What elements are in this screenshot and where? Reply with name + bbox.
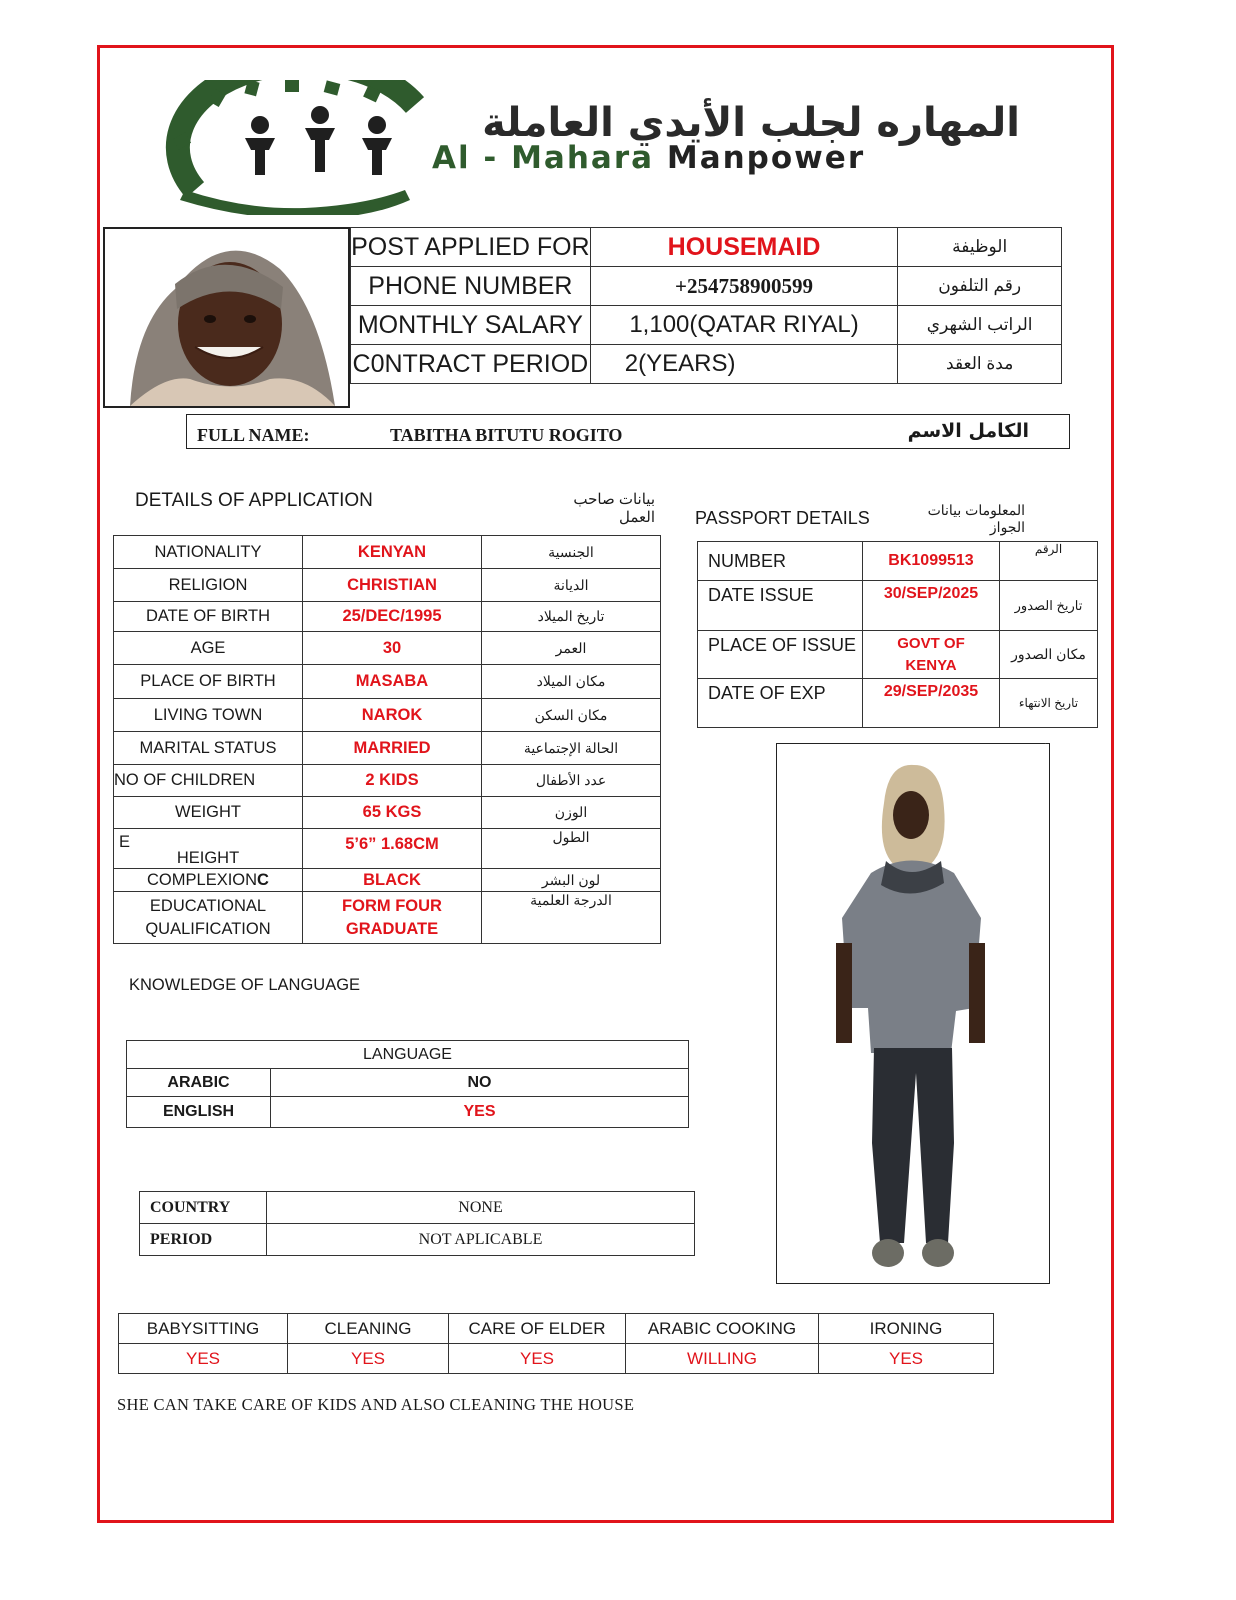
detail-row (114, 765, 661, 797)
skill-header-ironing: IRONING (819, 1314, 994, 1344)
complexion-cell (114, 869, 303, 892)
complexion-value: BLACK (303, 869, 482, 892)
passport-row (698, 631, 1098, 679)
children-arabic: عدد الأطفال (482, 765, 661, 797)
remarks-note: SHE CAN TAKE CARE OF KIDS AND ALSO CLEANING THE HOUSE (117, 1395, 635, 1414)
complexion-label: COMPLEXION (147, 870, 258, 889)
full-name-arabic: الكامل الاسم (907, 420, 1029, 442)
contract-value: 2(YEARS) (590, 345, 898, 384)
details-title: DETAILS OF APPLICATION (135, 490, 373, 511)
passport-row (698, 581, 1098, 631)
education-arabic: الدرجة العلمية (482, 892, 661, 944)
date-exp-label: DATE OF EXP (698, 679, 863, 728)
period-value: NOT APLICABLE (267, 1224, 695, 1256)
marital-status-label: MARITAL STATUS (114, 732, 303, 765)
date-exp-value: 29/SEP/2035 (863, 679, 1000, 728)
passport-number-label: NUMBER (698, 542, 863, 581)
nationality-arabic: الجنسية (482, 536, 661, 569)
weight-value: 65 KGS (303, 797, 482, 829)
full-name-label: FULL NAME: (197, 425, 310, 445)
experience-table (139, 1191, 695, 1256)
detail-row (114, 797, 661, 829)
post-label: POST APPLIED FOR (351, 228, 591, 267)
age-value: 30 (303, 632, 482, 665)
experience-row (140, 1192, 695, 1224)
skill-header-cleaning: CLEANING (288, 1314, 449, 1344)
contract-label: C0NTRACT PERIOD (351, 345, 591, 384)
skills-value-row (119, 1344, 994, 1374)
detail-row (114, 569, 661, 602)
logo-english-part1: Al - Mahara (432, 140, 655, 176)
religion-value: CHRISTIAN (303, 569, 482, 602)
religion-arabic: الديانة (482, 569, 661, 602)
passport-number-arabic: الرقم (1000, 542, 1098, 581)
contract-row (351, 345, 1062, 384)
living-town-arabic: مكان السكن (482, 699, 661, 732)
experience-row (140, 1224, 695, 1256)
detail-row (114, 892, 661, 944)
passport-table (697, 541, 1098, 728)
height-cell (114, 829, 303, 869)
logo-arabic-text: المهاره لجلب الأيدي العاملة (482, 100, 1020, 146)
skill-value-arabic-cooking: WILLING (626, 1344, 819, 1374)
post-arabic: الوظيفة (898, 228, 1062, 267)
applicant-portrait-photo (103, 227, 350, 408)
religion-label: RELIGION (114, 569, 303, 602)
phone-value: +254758900599 (590, 267, 898, 306)
height-label: HEIGHT (176, 849, 240, 867)
height-value: 5’6” 1.68CM (303, 829, 482, 869)
marital-status-value: MARRIED (303, 732, 482, 765)
english-lang-value: YES (271, 1097, 689, 1128)
language-row (127, 1097, 689, 1128)
phone-row (351, 267, 1062, 306)
marital-status-arabic: الحالة الإجتماعية (482, 732, 661, 765)
children-label: NO OF CHILDREN (114, 765, 303, 797)
passport-title: PASSPORT DETAILS (695, 508, 870, 528)
dob-arabic: تاريخ الميلاد (482, 602, 661, 632)
skill-header-babysitting: BABYSITTING (119, 1314, 288, 1344)
skill-value-cleaning: YES (288, 1344, 449, 1374)
complexion-suffix: C (257, 870, 269, 889)
salary-value: 1,100(QATAR RIYAL) (590, 306, 898, 345)
detail-row (114, 699, 661, 732)
language-title: KNOWLEDGE OF LANGUAGE (129, 976, 361, 994)
skill-header-arabic-cooking: ARABIC COOKING (626, 1314, 819, 1344)
skills-header-row (119, 1314, 994, 1344)
language-row (127, 1069, 689, 1097)
salary-label: MONTHLY SALARY (351, 306, 591, 345)
date-issue-arabic: تاريخ الصدور (1000, 581, 1098, 631)
dob-label: DATE OF BIRTH (114, 602, 303, 632)
full-body-photo (776, 743, 1050, 1284)
gear-logo-icon (165, 80, 445, 215)
detail-row (114, 632, 661, 665)
language-header-row (127, 1041, 689, 1069)
detail-row (114, 732, 661, 765)
details-title-arabic: بيانات صاحب العمل (573, 491, 655, 526)
phone-arabic: رقم التلفون (898, 267, 1062, 306)
phone-label: PHONE NUMBER (351, 267, 591, 306)
arabic-lang-name: ARABIC (127, 1069, 271, 1097)
period-label: PERIOD (140, 1224, 267, 1256)
skill-value-babysitting: YES (119, 1344, 288, 1374)
date-issue-value: 30/SEP/2025 (863, 581, 1000, 631)
detail-row (114, 665, 661, 699)
job-info-table (350, 227, 1062, 384)
place-issue-arabic: مكان الصدور (1000, 631, 1098, 679)
contract-arabic: مدة العقد (898, 345, 1062, 384)
detail-row (114, 869, 661, 892)
language-table (126, 1040, 689, 1128)
full-name-box (186, 414, 1070, 449)
weight-label: WEIGHT (114, 797, 303, 829)
post-value: HOUSEMAID (590, 228, 898, 267)
skill-header-care-of-elder: CARE OF ELDER (449, 1314, 626, 1344)
passport-title-arabic: المعلومات بيانات الجواز (927, 502, 1025, 535)
english-lang-name: ENGLISH (127, 1097, 271, 1128)
salary-row (351, 306, 1062, 345)
language-header: LANGUAGE (127, 1041, 689, 1069)
living-town-value: NAROK (303, 699, 482, 732)
country-label: COUNTRY (140, 1192, 267, 1224)
education-value: FORM FOUR GRADUATE (303, 892, 482, 944)
height-prefix: E (119, 833, 131, 851)
place-issue-label: PLACE OF ISSUE (698, 631, 863, 679)
detail-row (114, 602, 661, 632)
nationality-label: NATIONALITY (114, 536, 303, 569)
portrait-image (105, 229, 348, 406)
full-name-value: TABITHA BITUTU ROGITO (390, 425, 623, 445)
passport-number-value: BK1099513 (863, 542, 1000, 581)
date-issue-label: DATE ISSUE (698, 581, 863, 631)
pob-arabic: مكان الميلاد (482, 665, 661, 699)
skill-value-ironing: YES (819, 1344, 994, 1374)
place-issue-value: GOVT OF KENYA (863, 631, 1000, 679)
arabic-lang-value: NO (271, 1069, 689, 1097)
detail-row (114, 536, 661, 569)
complexion-arabic: لون البشر (482, 869, 661, 892)
country-value: NONE (267, 1192, 695, 1224)
living-town-label: LIVING TOWN (114, 699, 303, 732)
age-label: AGE (114, 632, 303, 665)
nationality-value: KENYAN (303, 536, 482, 569)
skill-value-care-of-elder: YES (449, 1344, 626, 1374)
skills-table (118, 1313, 994, 1374)
age-arabic: العمر (482, 632, 661, 665)
passport-row (698, 542, 1098, 581)
logo-english-part2: Manpower (666, 140, 866, 176)
pob-label: PLACE OF BIRTH (114, 665, 303, 699)
pob-value: MASABA (303, 665, 482, 699)
children-value: 2 KIDS (303, 765, 482, 797)
detail-row (114, 829, 661, 869)
date-exp-arabic: تاريخ الانتهاء (1000, 679, 1098, 728)
passport-row (698, 679, 1098, 728)
education-label: EDUCATIONAL QUALIFICATION (114, 892, 303, 944)
post-row (351, 228, 1062, 267)
details-table (113, 535, 661, 944)
logo-english-text (432, 140, 865, 176)
weight-arabic: الوزن (482, 797, 661, 829)
dob-value: 25/DEC/1995 (303, 602, 482, 632)
height-arabic: الطول (482, 829, 661, 869)
salary-arabic: الراتب الشهري (898, 306, 1062, 345)
